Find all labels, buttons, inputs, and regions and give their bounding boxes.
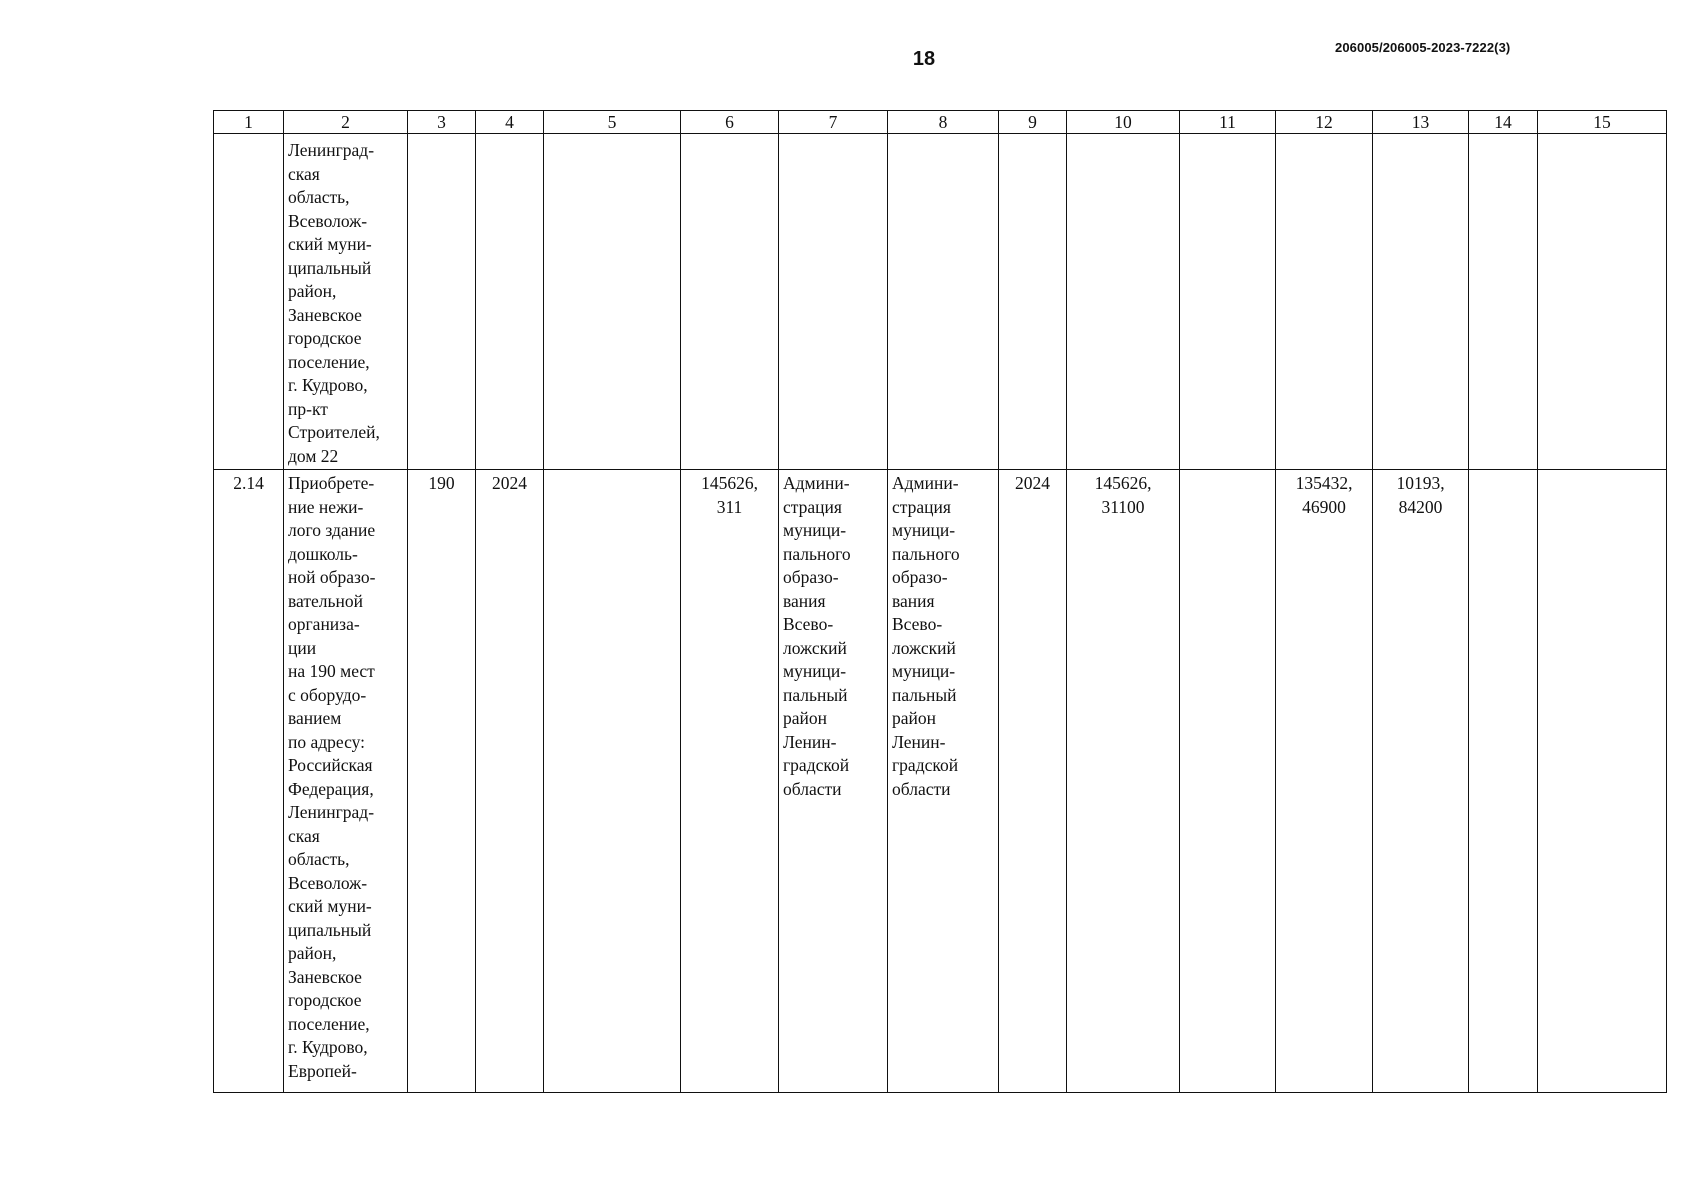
column-header-4: 4 — [476, 111, 544, 134]
cell-empty — [999, 134, 1067, 470]
cell-empty — [1469, 134, 1538, 470]
cell-empty — [408, 134, 476, 470]
cell-col15 — [1538, 470, 1667, 1093]
column-header-10: 10 — [1067, 111, 1180, 134]
cell-empty — [476, 134, 544, 470]
column-header-7: 7 — [779, 111, 888, 134]
continuation-row — [214, 134, 1667, 470]
table-row — [214, 470, 1667, 1093]
column-header-1: 1 — [214, 111, 284, 134]
amount-cell-col12: 135432, 46900 — [1276, 470, 1373, 1093]
column-header-15: 15 — [1538, 111, 1667, 134]
cell-empty — [1538, 134, 1667, 470]
cell-empty — [888, 134, 999, 470]
year-cell: 2024 — [476, 470, 544, 1093]
cell-col14 — [1469, 470, 1538, 1093]
amount-cell-col6: 145626, 311 — [681, 470, 779, 1093]
amount-cell-col13: 10193, 84200 — [1373, 470, 1469, 1093]
column-header-3: 3 — [408, 111, 476, 134]
item-description-cell: Приобрете- ние нежи- лого здание дошколь- ной образо- вательной организа- ции на 190 мест с оборудо- ванием по адресу: Российская Федерация, Ленинград- ская область, Всеволож- ский муни- ципальный район, Заневское городское поселение, г. Кудрово, Европей- — [284, 470, 408, 1093]
column-header-13: 13 — [1373, 111, 1469, 134]
year-cell-col9: 2024 — [999, 470, 1067, 1093]
cell-empty — [214, 134, 284, 470]
column-header-12: 12 — [1276, 111, 1373, 134]
cell-empty — [544, 134, 681, 470]
address-continuation-cell: Ленинград- ская область, Всеволож- ский муни- ципальный район, Заневское городское поселение, г. Кудрово, пр-кт Строителей, дом 22 — [284, 134, 408, 470]
column-header-14: 14 — [1469, 111, 1538, 134]
administrator-cell-col8: Админи- страция муници- пального образо- вания Всево- ложский муници- пальный район Ленин- градской области — [888, 470, 999, 1093]
document-id: 206005/206005-2023-7222(3) — [1335, 40, 1511, 55]
cell-empty — [681, 134, 779, 470]
amount-cell-col10: 145626, 31100 — [1067, 470, 1180, 1093]
item-number-cell: 2.14 — [214, 470, 284, 1093]
column-number-row — [214, 111, 1667, 134]
cell-empty — [1180, 134, 1276, 470]
cell-empty — [1276, 134, 1373, 470]
column-header-9: 9 — [999, 111, 1067, 134]
column-header-5: 5 — [544, 111, 681, 134]
capacity-cell: 190 — [408, 470, 476, 1093]
column-header-11: 11 — [1180, 111, 1276, 134]
cell-empty — [1067, 134, 1180, 470]
column-header-8: 8 — [888, 111, 999, 134]
column-header-2: 2 — [284, 111, 408, 134]
register-table — [213, 110, 1667, 1093]
administrator-cell-col7: Админи- страция муници- пального образо- вания Всево- ложский муници- пальный район Ленин- градской области — [779, 470, 888, 1093]
column-header-6: 6 — [681, 111, 779, 134]
cell-col5 — [544, 470, 681, 1093]
cell-col11 — [1180, 470, 1276, 1093]
cell-empty — [1373, 134, 1469, 470]
page-number: 18 — [912, 48, 936, 70]
cell-empty — [779, 134, 888, 470]
